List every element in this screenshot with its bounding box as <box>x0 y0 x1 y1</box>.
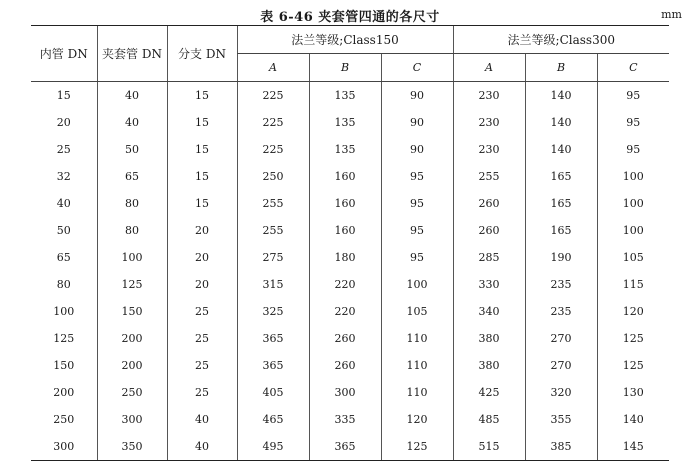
cell-b-300: 235 <box>525 298 597 325</box>
cell-jacket-dn: 65 <box>97 163 167 190</box>
cell-inner-dn: 100 <box>53 305 75 318</box>
cell-inner-dn: 32 <box>56 170 71 183</box>
cell-branch-dn: 40 <box>167 433 237 461</box>
cell-c-150: 110 <box>381 325 453 352</box>
cell-b-150: 160 <box>309 217 381 244</box>
table-row <box>31 406 669 433</box>
cell-c-300: 105 <box>597 244 669 271</box>
table-row <box>31 325 669 352</box>
cell-b-300: 320 <box>525 379 597 406</box>
table-row <box>31 136 669 163</box>
cell-a-150: 465 <box>237 406 309 433</box>
cell-inner-dn: 50 <box>56 224 71 237</box>
cell-jacket-dn: 125 <box>97 271 167 298</box>
header-a-150: A <box>237 54 309 82</box>
cell-b-150: 260 <box>309 352 381 379</box>
header-class150: 法兰等级;Class150 <box>237 26 453 54</box>
cell-inner-dn: 300 <box>31 433 97 461</box>
cell-b-150: 260 <box>309 325 381 352</box>
cell-b-300: 190 <box>525 244 597 271</box>
cell-a-300: 330 <box>453 271 525 298</box>
cell-a-300: 485 <box>453 406 525 433</box>
table-body <box>31 82 669 461</box>
cell-c-300: 95 <box>597 109 669 136</box>
cell-c-300: 95 <box>597 82 669 110</box>
cell-a-150: 225 <box>237 136 309 163</box>
cell-inner-dn: 40 <box>56 197 71 210</box>
cell-c-300: 100 <box>597 163 669 190</box>
cell-b-300: 385 <box>525 433 597 461</box>
cell-b-300: 140 <box>525 136 597 163</box>
cell-inner-dn: 25 <box>56 143 71 156</box>
header-b-150: B <box>309 54 381 82</box>
dimensions-table <box>31 25 669 461</box>
cell-b-150: 365 <box>309 433 381 461</box>
cell-c-300: 130 <box>597 379 669 406</box>
title-bar <box>0 6 700 26</box>
cell-a-300: 340 <box>453 298 525 325</box>
cell-jacket-dn: 350 <box>97 433 167 461</box>
cell-inner-dn: 200 <box>53 386 75 399</box>
cell-a-300: 425 <box>453 379 525 406</box>
unit-label: mm <box>661 8 682 21</box>
cell-c-300: 120 <box>597 298 669 325</box>
cell-a-300: 515 <box>453 433 525 461</box>
cell-c-300: 100 <box>597 190 669 217</box>
table-row <box>31 190 669 217</box>
cell-c-150: 100 <box>381 271 453 298</box>
cell-a-150: 225 <box>237 82 309 110</box>
table-title: 表 6-46 夹套管四通的各尺寸 <box>260 10 440 25</box>
cell-c-300: 95 <box>597 136 669 163</box>
header-a-300: A <box>453 54 525 82</box>
cell-c-150: 90 <box>381 109 453 136</box>
cell-c-300: 140 <box>597 406 669 433</box>
cell-b-150: 335 <box>309 406 381 433</box>
header-c-150: C <box>381 54 453 82</box>
table-row <box>31 352 669 379</box>
cell-c-150: 90 <box>381 82 453 110</box>
cell-b-300: 165 <box>525 190 597 217</box>
cell-b-300: 270 <box>525 325 597 352</box>
cell-inner-dn: 125 <box>53 332 75 345</box>
header-branch: 分支 DN <box>167 26 237 82</box>
cell-jacket-dn: 40 <box>97 109 167 136</box>
cell-b-300: 165 <box>525 217 597 244</box>
cell-branch-dn: 15 <box>167 190 237 217</box>
cell-c-300: 125 <box>597 352 669 379</box>
cell-b-150: 135 <box>309 82 381 110</box>
cell-a-150: 255 <box>237 190 309 217</box>
cell-c-300: 145 <box>597 433 669 461</box>
cell-a-300: 285 <box>453 244 525 271</box>
cell-b-300: 270 <box>525 352 597 379</box>
cell-inner-dn: 250 <box>53 413 75 426</box>
cell-inner-dn: 80 <box>56 278 71 291</box>
cell-b-150: 300 <box>309 379 381 406</box>
table-row <box>31 379 669 406</box>
cell-b-150: 160 <box>309 190 381 217</box>
cell-branch-dn: 15 <box>167 163 237 190</box>
cell-a-300: 230 <box>453 82 525 110</box>
cell-c-300: 115 <box>597 271 669 298</box>
cell-b-150: 135 <box>309 136 381 163</box>
cell-c-150: 95 <box>381 244 453 271</box>
cell-jacket-dn: 100 <box>97 244 167 271</box>
cell-c-150: 95 <box>381 217 453 244</box>
header-inner-pipe: 内管 DN <box>31 26 97 82</box>
header-row-1 <box>31 26 669 54</box>
cell-branch-dn: 20 <box>167 217 237 244</box>
cell-branch-dn: 20 <box>167 244 237 271</box>
cell-jacket-dn: 50 <box>97 136 167 163</box>
cell-c-150: 110 <box>381 379 453 406</box>
cell-jacket-dn: 40 <box>97 82 167 110</box>
header-class300: 法兰等级;Class300 <box>453 26 669 54</box>
cell-b-150: 135 <box>309 109 381 136</box>
cell-a-150: 365 <box>237 325 309 352</box>
cell-a-300: 260 <box>453 217 525 244</box>
cell-jacket-dn: 80 <box>97 190 167 217</box>
cell-a-150: 250 <box>237 163 309 190</box>
cell-c-150: 120 <box>381 406 453 433</box>
table-row <box>31 217 669 244</box>
cell-a-150: 325 <box>237 298 309 325</box>
table-row <box>31 163 669 190</box>
cell-b-300: 165 <box>525 163 597 190</box>
cell-b-300: 355 <box>525 406 597 433</box>
cell-jacket-dn: 200 <box>97 325 167 352</box>
cell-c-150: 90 <box>381 136 453 163</box>
cell-jacket-dn: 80 <box>97 217 167 244</box>
header-jacket-pipe: 夹套管 DN <box>97 26 167 82</box>
cell-a-300: 260 <box>453 190 525 217</box>
table-row <box>31 109 669 136</box>
cell-a-300: 380 <box>453 352 525 379</box>
cell-a-150: 365 <box>237 352 309 379</box>
cell-c-300: 100 <box>597 217 669 244</box>
cell-inner-dn: 15 <box>56 89 71 102</box>
cell-a-150: 405 <box>237 379 309 406</box>
cell-branch-dn: 15 <box>167 109 237 136</box>
cell-branch-dn: 15 <box>167 82 237 110</box>
cell-b-150: 220 <box>309 271 381 298</box>
table-row <box>31 244 669 271</box>
table-row <box>31 82 669 110</box>
table-row <box>31 271 669 298</box>
cell-a-150: 315 <box>237 271 309 298</box>
cell-jacket-dn: 250 <box>97 379 167 406</box>
cell-jacket-dn: 300 <box>97 406 167 433</box>
cell-c-150: 95 <box>381 163 453 190</box>
cell-b-150: 160 <box>309 163 381 190</box>
cell-a-300: 255 <box>453 163 525 190</box>
cell-c-150: 125 <box>381 433 453 461</box>
header-b-300: B <box>525 54 597 82</box>
cell-b-300: 235 <box>525 271 597 298</box>
cell-c-150: 105 <box>381 298 453 325</box>
cell-a-150: 495 <box>237 433 309 461</box>
cell-branch-dn: 25 <box>167 325 237 352</box>
cell-branch-dn: 40 <box>167 406 237 433</box>
cell-branch-dn: 25 <box>167 298 237 325</box>
cell-b-150: 180 <box>309 244 381 271</box>
cell-jacket-dn: 150 <box>97 298 167 325</box>
table-row <box>31 298 669 325</box>
cell-inner-dn: 20 <box>56 116 71 129</box>
cell-branch-dn: 15 <box>167 136 237 163</box>
cell-inner-dn: 150 <box>53 359 75 372</box>
cell-c-150: 110 <box>381 352 453 379</box>
cell-a-300: 380 <box>453 325 525 352</box>
cell-a-150: 225 <box>237 109 309 136</box>
cell-b-300: 140 <box>525 82 597 110</box>
cell-a-300: 230 <box>453 136 525 163</box>
cell-a-150: 275 <box>237 244 309 271</box>
cell-a-300: 230 <box>453 109 525 136</box>
header-c-300: C <box>597 54 669 82</box>
cell-b-300: 140 <box>525 109 597 136</box>
table-row <box>31 433 669 461</box>
cell-c-150: 95 <box>381 190 453 217</box>
cell-branch-dn: 25 <box>167 379 237 406</box>
cell-c-300: 125 <box>597 325 669 352</box>
cell-jacket-dn: 200 <box>97 352 167 379</box>
cell-branch-dn: 20 <box>167 271 237 298</box>
cell-a-150: 255 <box>237 217 309 244</box>
cell-inner-dn: 65 <box>56 251 71 264</box>
cell-branch-dn: 25 <box>167 352 237 379</box>
cell-b-150: 220 <box>309 298 381 325</box>
